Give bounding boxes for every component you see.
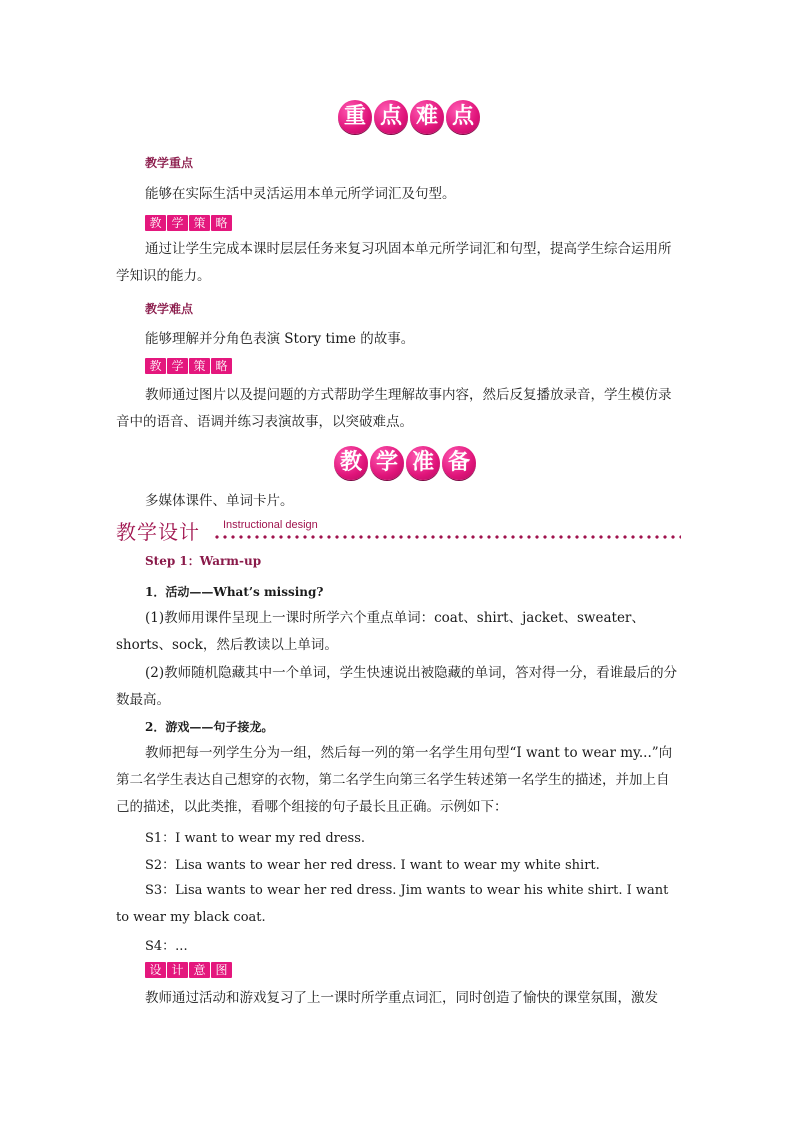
design-title-en: Instructional design xyxy=(223,519,318,531)
teaching-key-strategy: 通过让学生完成本课时层层任务来复习巩固本单元所学词汇和句型，提高学生综合运用所学知识的能力。 xyxy=(116,241,672,284)
item2-p: 教师把每一列学生分为一组，然后每一列的第一名学生用句型“I want to wear my...”向第二名学生表达自己想穿的衣物，第二名学生向第三名学生转述第一名学生的描述，并加上自己的描述，以此类推，看哪个组接的句子最长且正确。示例如下： xyxy=(116,745,673,815)
tag-char: 图 xyxy=(211,962,232,978)
item2-title: 2．游戏——句子接龙。 xyxy=(145,720,274,734)
instructional-design-header xyxy=(116,516,681,544)
item1-p2: (2)教师随机隐藏其中一个单词，学生快速说出被隐藏的单词，答对得一分，看谁最后的分数最高。 xyxy=(116,665,678,708)
strategy-tag xyxy=(145,215,232,231)
tag-char: 设 xyxy=(145,962,166,978)
example-s4: S4：... xyxy=(145,939,188,954)
prep-text: 多媒体课件、单词卡片。 xyxy=(145,493,294,509)
banner-char: 备 xyxy=(442,446,476,480)
teaching-difficulty-heading: 教学难点 xyxy=(145,302,194,316)
tag-char: 学 xyxy=(167,358,188,374)
teaching-key-text: 能够在实际生活中灵活运用本单元所学词汇及句型。 xyxy=(145,186,456,202)
teaching-difficulty-strategy: 教师通过图片以及提问题的方式帮助学生理解故事内容，然后反复播放录音，学生模仿录音中的语音、语调并练习表演故事，以突破难点。 xyxy=(116,387,672,430)
banner-key-difficult xyxy=(338,100,480,134)
dotted-rule xyxy=(213,534,681,540)
tag-char: 计 xyxy=(167,962,188,978)
teaching-difficulty-text: 能够理解并分角色表演 Story time 的故事。 xyxy=(145,331,415,347)
example-s3: S3：Lisa wants to wear her red dress. Jim wants to wear his white shirt. I want to wear my black coat. xyxy=(116,883,669,925)
banner-char: 点 xyxy=(374,100,408,134)
item1-p1: (1)教师用课件呈现上一课时所学六个重点单词：coat、shirt、jacket、sweater、shorts、sock，然后教读以上单词。 xyxy=(116,610,645,653)
banner-char: 教 xyxy=(334,446,368,480)
example-s2: S2：Lisa wants to wear her red dress. I want to wear my white shirt. xyxy=(145,858,600,873)
tag-char: 意 xyxy=(189,962,210,978)
tag-char: 教 xyxy=(145,215,166,231)
banner-char: 重 xyxy=(338,100,372,134)
banner-char: 点 xyxy=(446,100,480,134)
banner-char: 学 xyxy=(370,446,404,480)
item1-title: 1．活动——What’s missing? xyxy=(145,585,324,599)
banner-preparation xyxy=(334,446,476,480)
banner-char: 难 xyxy=(410,100,444,134)
design-intent-tag xyxy=(145,962,232,978)
tag-char: 策 xyxy=(189,215,210,231)
banner-char: 准 xyxy=(406,446,440,480)
design-intent-text: 教师通过活动和游戏复习了上一课时所学重点词汇，同时创造了愉快的课堂氛围，激发 xyxy=(145,990,658,1006)
design-title-zh: 教学设计 xyxy=(116,520,200,544)
strategy-tag xyxy=(145,358,232,374)
tag-char: 略 xyxy=(211,358,232,374)
tag-char: 策 xyxy=(189,358,210,374)
tag-char: 教 xyxy=(145,358,166,374)
teaching-key-heading: 教学重点 xyxy=(145,156,194,170)
tag-char: 学 xyxy=(167,215,188,231)
tag-char: 略 xyxy=(211,215,232,231)
example-s1: S1：I want to wear my red dress. xyxy=(145,831,366,846)
step1-title: Step 1：Warm-up xyxy=(145,554,262,568)
